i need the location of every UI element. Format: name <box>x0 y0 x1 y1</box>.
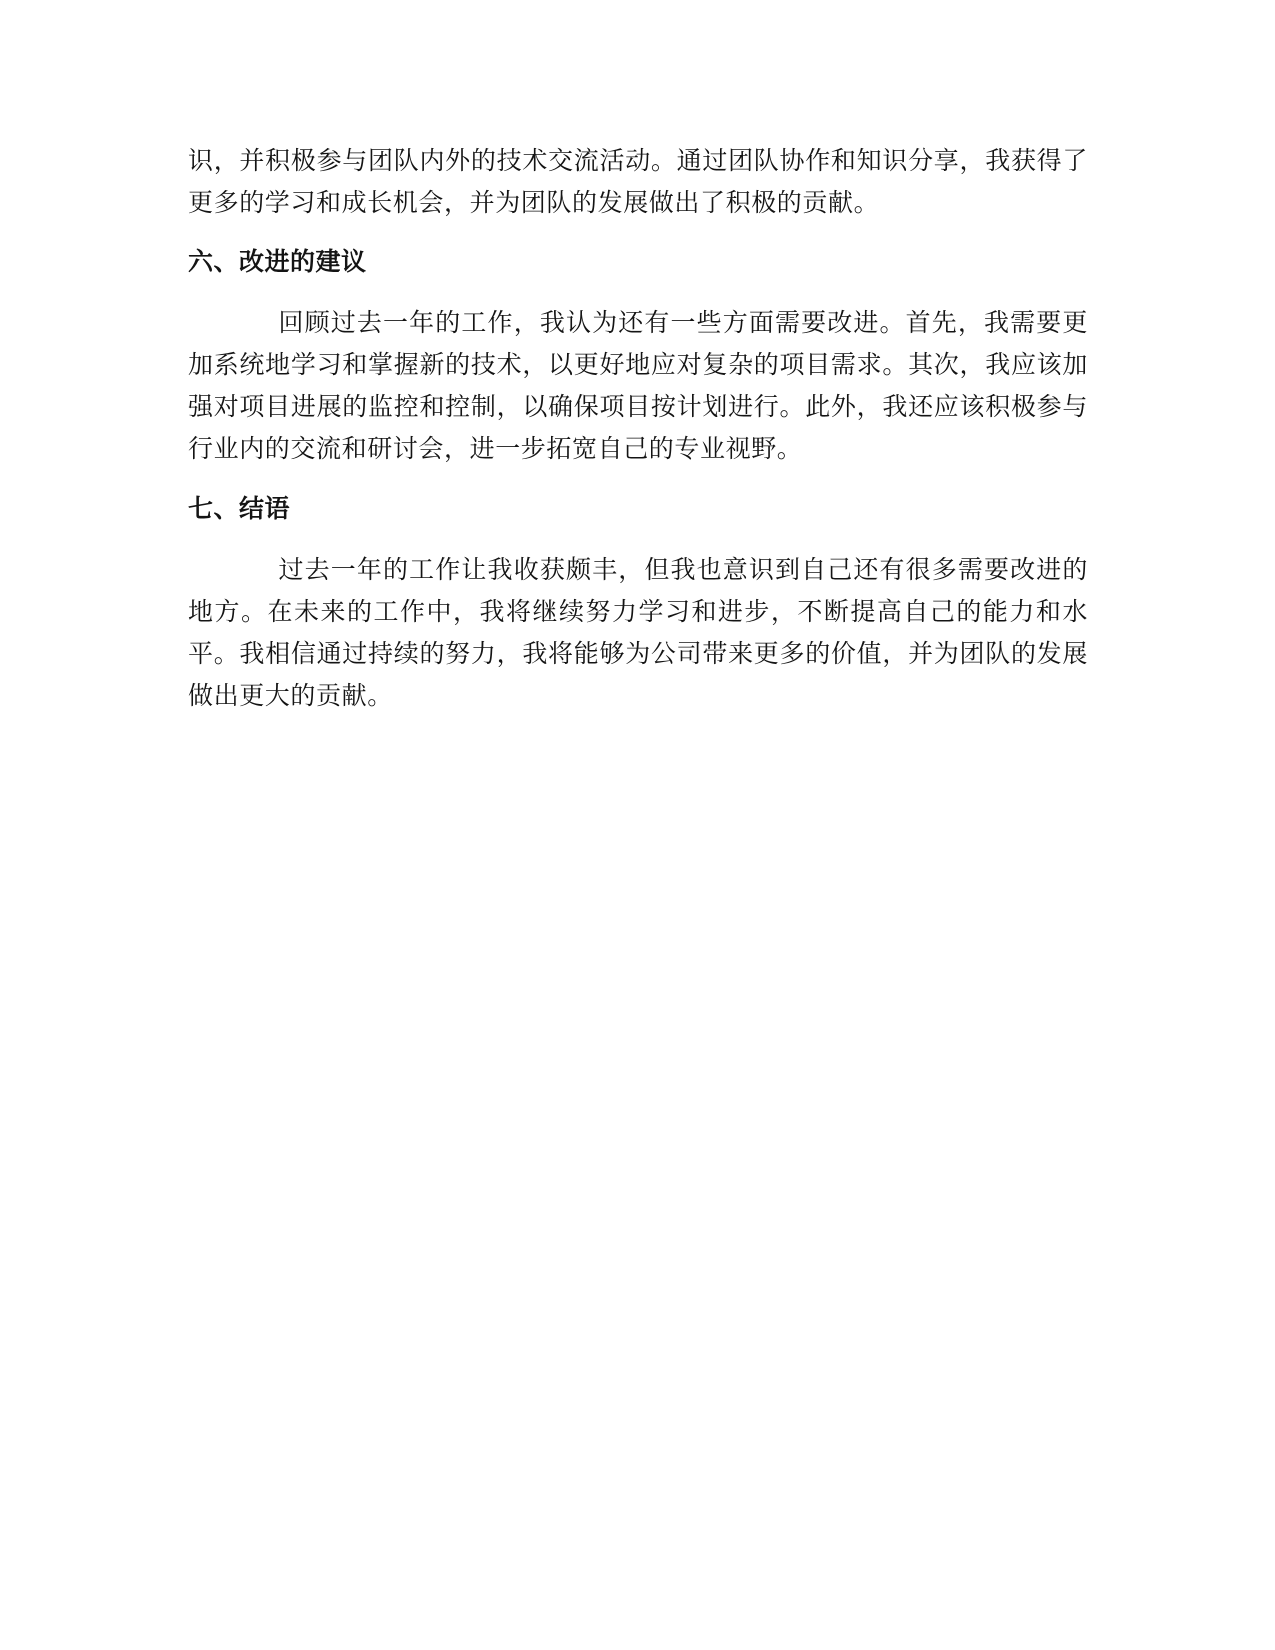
paragraph-conclusion <box>188 549 1088 717</box>
paragraph-improvement <box>188 302 1088 470</box>
section-heading-conclusion: 七、结语 <box>188 494 291 523</box>
section-heading-improvement: 六、改进的建议 <box>188 247 367 276</box>
paragraph-improvement-text: 回顾过去一年的工作，我认为还有一些方面需要改进。首先，我需要更加系统地学习和掌握新的技术，以更好地应对复杂的项目需求。其次，我应该加强对项目进展的监控和控制，以确保项目按计划进行。此外，我还应该积极参与行业内的交流和研讨会，进一步拓宽自己的专业视野。 <box>188 308 1088 463</box>
paragraph-conclusion-text: 过去一年的工作让我收获颇丰，但我也意识到自己还有很多需要改进的地方。在未来的工作中，我将继续努力学习和进步，不断提高自己的能力和水平。我相信通过持续的努力，我将能够为公司带来更多的价值，并为团队的发展做出更大的贡献。 <box>188 555 1088 710</box>
paragraph-continuation: 识，并积极参与团队内外的技术交流活动。通过团队协作和知识分享，我获得了更多的学习和成长机会，并为团队的发展做出了积极的贡献。 <box>188 146 1088 217</box>
